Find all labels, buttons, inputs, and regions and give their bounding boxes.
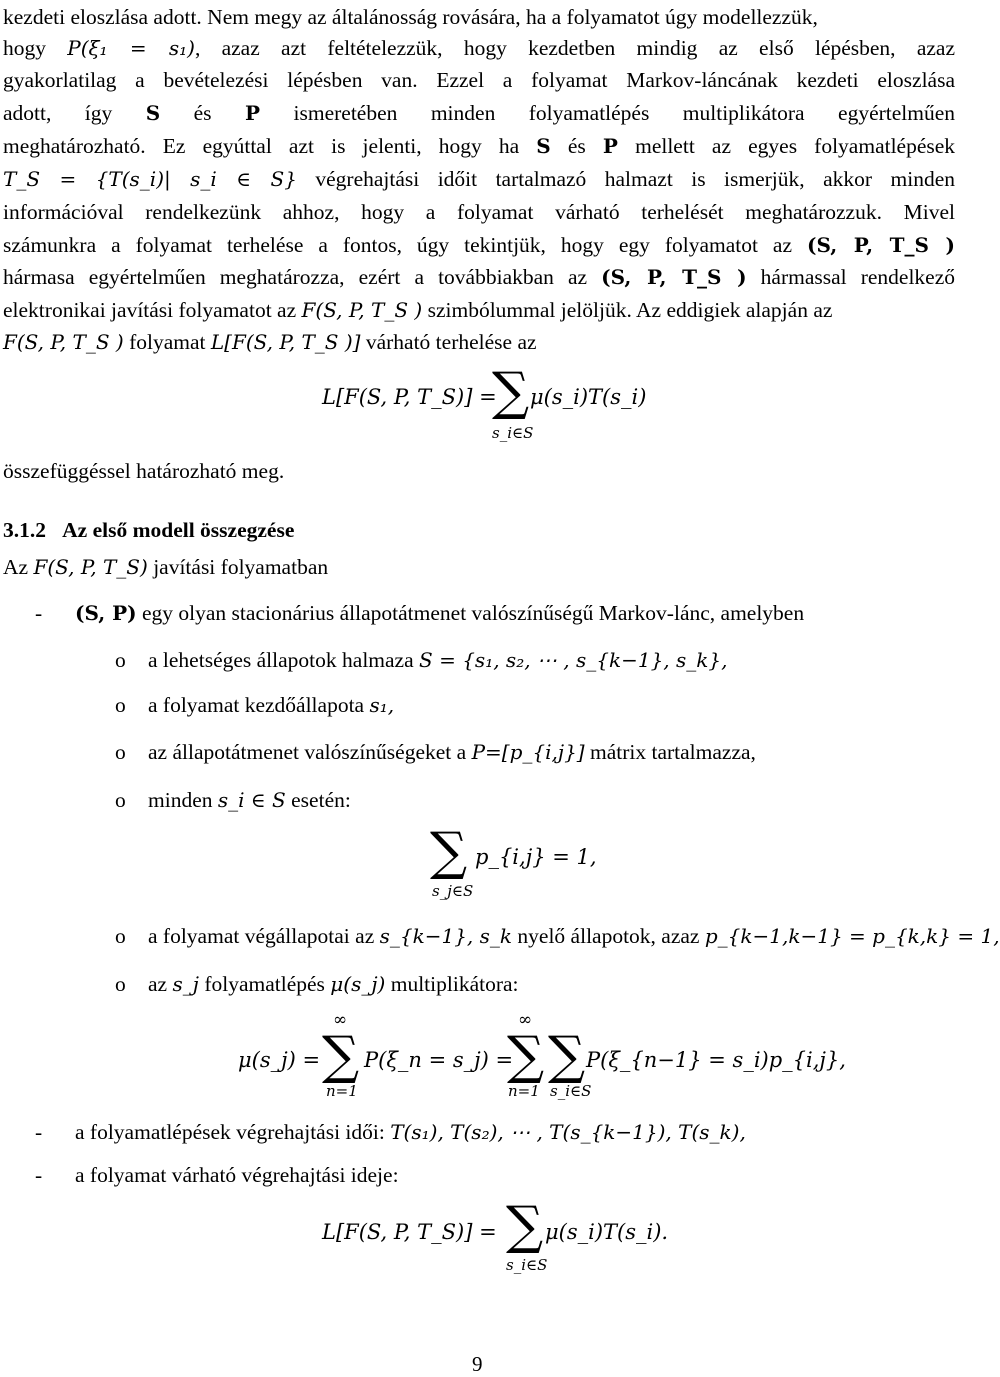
- document-page: kezdeti eloszlása adott. Nem megy az általánosság rovására, ha a folyamatot úgy modellezzük, hogy P(ξ₁ = s₁), azaz azt feltételezzük, hogy kezdetben mindig az első lépésben, azaz gyakorlatilag a bevételezési lépésben van. Ezzel a folyamat Markov-láncának kezdeti eloszlása adott, így S és P ismeretében minden folyamatlépés multiplikátora egyértelműen meghatározható. Ez egyúttal azt is jelenti, hogy ha S és P mellett az egyes folyamatlépések T_S = {T(s_i)| s_i ∈ S} végrehajtási időit tartalmazó halmazt is ismerjük, akkor minden információval rendelkezünk ahhoz, hogy a folyamat várható terhelését meghatározzuk. Mivel számunkra a folyamat terhelése a fontos, úgy tekintjük, hogy egy folyamatot az (S, P, T_S ) hármasa egyértelműen meghatározza, ezért a továbbiakban az (S, P, T_S ) hármassal rendelkező elektronikai javítási folyamatot az F(S, P, T_S ) szimbólummal jelöljük. Az eddigiek alapján az F(S, P, T_S ) folyamat L[F(S, P, T_S )] várható terhelése az L[F(S, P, T_S)] = ∑ s_i∈S μ(s_i)T(s_i) összefüggéssel határozható meg. 3.1.2 Az első modell összegzése Az F(S, P, T_S) javítási folyamatban - (S, P) egy olyan stacionárius állapotátmenet valószínűségű Markov-lánc, amelyben o a lehetséges állapotok halmaza S = {s₁, s₂, ⋯ , s_{k−1}, s_k}, o a folyamat kezdőállapota s₁, o az állapotátmenet valószínűségeket a P=[p_{i,j}] mátrix tartalmazza, o minden s_i ∈ S esetén: ∑ s_j∈S p_{i,j} = 1, o a folyamat végállapotai az s_{k−1}, s_k nyelő állapotok, azaz p_{k−1,k−1} = p_{k,k} = 1, o az s_j folyamatlépés μ(s_j) multiplikátora: μ(s_j) = ∞ ∑ n=1 P(ξ_n = s_j) = ∞ ∑ n=1 ∑ s_i∈S P(ξ_{n−1} = s_i)p_{i,j}, - a folyamatlépések végrehajtási idői: T(s₁), T(s₂), ⋯ , T(s_{k−1}), T(s_k), - a folyamat várható végrehajtási ideje: L[F(S, P, T_S)] = ∑ s_i∈S μ(s_i)T(s_i). 9: [0, 0, 960, 1375]
- list-bullet: o: [115, 924, 126, 948]
- list-bullet: o: [115, 648, 126, 672]
- sum-symbol: ∑: [492, 362, 530, 422]
- list-item: az állapotátmenet valószínűségeket a P=[p_{i,j}] mátrix tartalmazza,: [148, 740, 756, 764]
- list-dash: -: [35, 601, 43, 625]
- list-item: a folyamat kezdőállapota s₁,: [148, 693, 395, 717]
- text-line: kezdeti eloszlása adott. Nem megy az általánosság rovására, ha a folyamatot úgy modellezzük,: [3, 5, 818, 29]
- text-line: meghatározható. Ez egyúttal azt is jelenti, hogy ha S és P mellett az egyes folyamatlépések: [3, 134, 956, 158]
- section-heading: 3.1.2 Az első modell összegzése: [3, 518, 295, 542]
- math-expression: L[F(S, P, T_S )]: [210, 330, 361, 354]
- math-expression: T_S = {T(s_i)| s_i ∈ S}: [3, 167, 297, 191]
- text-line: hármasa egyértelműen meghatározza, ezért a továbbiakban az (S, P, T_S ) hármassal rendelkező: [3, 265, 956, 289]
- math-expression: F(S, P, T_S ): [301, 298, 423, 322]
- list-item: a folyamatlépések végrehajtási idői: T(s₁), T(s₂), ⋯ , T(s_{k−1}), T(s_k),: [75, 1120, 746, 1144]
- list-item: (S, P) egy olyan stacionárius állapotátmenet valószínűségű Markov-lánc, amelyben: [75, 601, 805, 625]
- text-line: elektronikai javítási folyamatot az F(S, P, T_S ) szimbólummal jelöljük. Az eddigiek alapján az: [3, 298, 833, 322]
- sum-symbol: ∑: [322, 1026, 360, 1086]
- list-item: a folyamat végállapotai az s_{k−1}, s_k nyelő állapotok, azaz p_{k−1,k−1} = p_{k,k} = 1,: [148, 924, 1000, 948]
- sum-symbol: ∑: [430, 822, 468, 882]
- list-bullet: o: [115, 740, 126, 764]
- math-expression: (S, P, T_S ): [601, 265, 747, 289]
- page-number: 9: [472, 1352, 483, 1376]
- list-dash: -: [35, 1120, 43, 1144]
- text-line: számunkra a folyamat terhelése a fontos, úgy tekintjük, hogy egy folyamatot az (S, P, T_S ): [3, 233, 956, 257]
- math-expression: F(S, P, T_S ): [3, 330, 124, 354]
- text-line: Az F(S, P, T_S) javítási folyamatban: [3, 555, 329, 579]
- list-item: minden s_i ∈ S esetén:: [148, 788, 351, 812]
- sum-symbol: ∑: [506, 1196, 544, 1256]
- text-line: információval rendelkezünk ahhoz, hogy a folyamat várható terhelését meghatározzuk. Mivel: [3, 200, 955, 224]
- math-expression: P(ξ₁ = s₁): [67, 36, 195, 60]
- sum-symbol: ∑: [548, 1026, 586, 1086]
- list-item: a folyamat várható végrehajtási ideje:: [75, 1163, 399, 1187]
- list-dash: -: [35, 1163, 43, 1187]
- math-expression: (S, P, T_S ): [807, 233, 956, 257]
- list-item: az s_j folyamatlépés μ(s_j) multiplikátora:: [148, 972, 519, 996]
- text-line: összefüggéssel határozható meg.: [3, 459, 285, 483]
- text-line: gyakorlatilag a bevételezési lépésben van. Ezzel a folyamat Markov-láncának kezdeti eloszlása: [3, 68, 955, 92]
- text-line: T_S = {T(s_i)| s_i ∈ S} végrehajtási időit tartalmazó halmazt is ismerjük, akkor minden: [3, 167, 956, 191]
- text-line: adott, így S és P ismeretében minden folyamatlépés multiplikátora egyértelműen: [3, 101, 956, 125]
- text-line: hogy P(ξ₁ = s₁), azaz azt feltételezzük, hogy kezdetben mindig az első lépésben, azaz: [3, 36, 956, 60]
- list-bullet: o: [115, 972, 126, 996]
- text-line: F(S, P, T_S ) folyamat L[F(S, P, T_S )] várható terhelése az: [3, 330, 537, 354]
- sum-symbol: ∑: [507, 1026, 545, 1086]
- list-bullet: o: [115, 788, 126, 812]
- list-item: a lehetséges állapotok halmaza S = {s₁, s₂, ⋯ , s_{k−1}, s_k},: [148, 648, 728, 672]
- math-expression: F(S, P, T_S): [33, 555, 148, 579]
- list-bullet: o: [115, 693, 126, 717]
